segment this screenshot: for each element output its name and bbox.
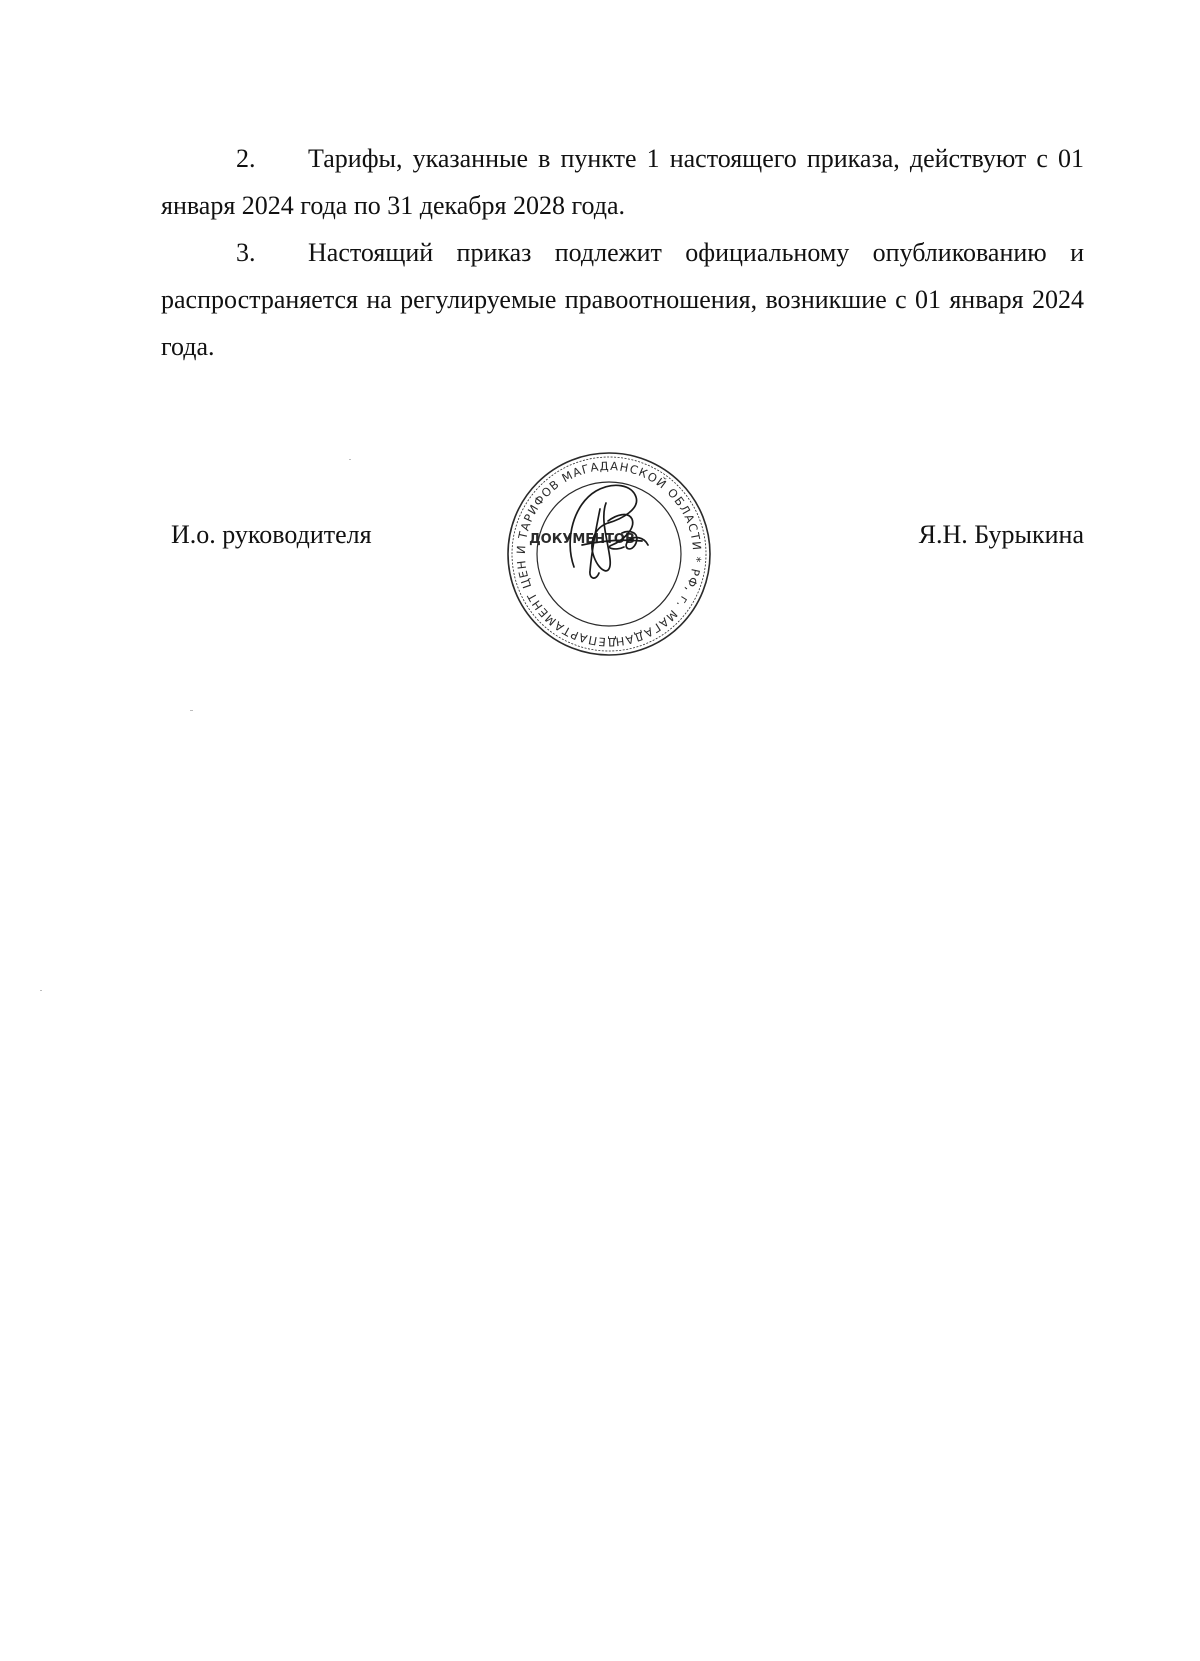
- scan-speck: [349, 459, 351, 460]
- scan-speck: [40, 990, 42, 991]
- paragraph-number: 2.: [236, 144, 256, 173]
- seal-graphic: [504, 449, 714, 659]
- paragraph-number: 3.: [236, 238, 256, 267]
- signatory-name: Я.Н. Бурыкина: [918, 520, 1084, 549]
- seal-center-text: ДОКУМЕНТОВ: [529, 532, 635, 547]
- signatory-position: И.о. руководителя: [171, 520, 372, 549]
- paragraph-text: Тарифы, указанные в пункте 1 настоящего приказа, действуют с 01 января 2024 года по 31 декабря 2028 года.: [161, 144, 1084, 220]
- official-seal: [504, 449, 714, 659]
- paragraph-3: [161, 229, 1084, 370]
- paragraph-2: [161, 135, 1084, 229]
- document-body: [161, 135, 1084, 370]
- scan-speck: [190, 710, 193, 711]
- seal-outer-text: ДЕПАРТАМЕНТ ЦЕН И ТАРИФОВ МАГАДАНСКОЙ ОБЛАСТИ * РФ, г. МАГАДАН: [513, 458, 705, 650]
- paragraph-text: Настоящий приказ подлежит официальному опубликованию и распространяется на регулируемые правоотношения, возникшие с 01 января 2024 года.: [161, 238, 1084, 361]
